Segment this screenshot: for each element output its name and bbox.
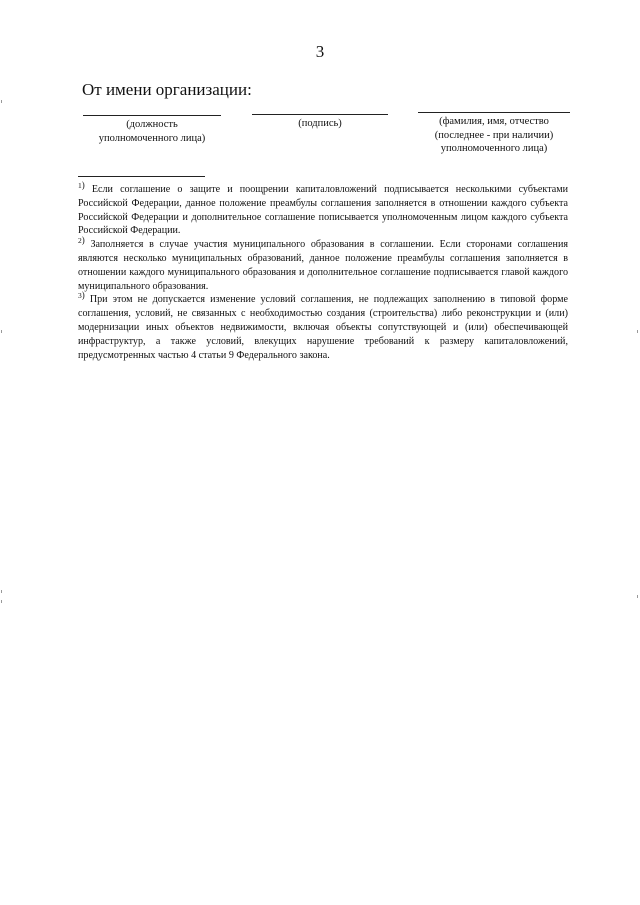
organization-heading: От имени организации: <box>82 80 252 99</box>
footnote-3-mark: 3 <box>78 291 82 301</box>
footnote-3 <box>78 290 568 362</box>
footnote-3-paren: ) <box>81 290 85 301</box>
full-name-field <box>418 112 570 156</box>
footnote-2 <box>78 235 568 293</box>
position-caption-line1: (должность <box>126 119 178 130</box>
full-name-caption-line2: (последнее - при наличии) <box>434 129 554 141</box>
position-caption-line2: уполномоченного лица) <box>98 132 206 144</box>
position-blank-line <box>83 115 221 116</box>
footnote-3-text: При этом не допускается изменение условий соглашения, не подлежащих заполнению в типовой форме соглашения, условий, не связанных с необходимостью создания (строительства) либо реконструкции и (или) модернизации иных объектов недвижимости, включая объекты сопутствующей и (или) обеспечивающей инфраструктур, а также условий, влекущих нарушение требований к размеру капиталовложений, предусмотренных частью 4 статьи 9 Федерального закона. <box>78 294 568 361</box>
footnote-2-paren: ) <box>81 235 85 246</box>
full-name-blank-line <box>418 112 570 113</box>
footnote-1 <box>78 180 568 238</box>
footnotes-section <box>78 180 568 362</box>
full-name-caption-line3: уполномоченного лица) <box>440 143 548 154</box>
footnote-1-text: Если соглашение о защите и поощрении капиталовложений подписывается несколькими субъектами Российской Федерации, данное положение преамбулы соглашения заполняется в отношении каждого субъекта Российской Федерации и дополнительное соглашение пописывается уполномоченным лицом каждого субъекта Российской Федерации. <box>78 184 568 237</box>
footnote-1-paren: ) <box>81 180 85 190</box>
footnote-2-text: Заполняется в случае участия муниципального образования в соглашении. Если сторонами соглашения являются несколько муниципальных образований, данное положение преамбулы соглашения заполняется в отношении каждого муниципального образования и дополнительное соглашение подписывается главой каждого муниципального образования. <box>78 239 568 292</box>
footnote-2-mark: 2 <box>78 236 82 246</box>
right-margin-scan-marks <box>637 0 639 905</box>
signature-field <box>252 114 388 131</box>
footnote-1-mark: 1 <box>78 181 82 190</box>
left-margin-scan-marks <box>1 0 3 905</box>
position-signature-field <box>83 115 221 145</box>
full-name-caption-line1: (фамилия, имя, отчество <box>439 116 549 127</box>
position-caption <box>77 118 227 145</box>
footnote-separator <box>78 176 205 177</box>
signature-caption: (подпись) <box>298 118 342 129</box>
page-number: 3 <box>315 42 325 61</box>
signature-blank-line <box>252 114 388 115</box>
